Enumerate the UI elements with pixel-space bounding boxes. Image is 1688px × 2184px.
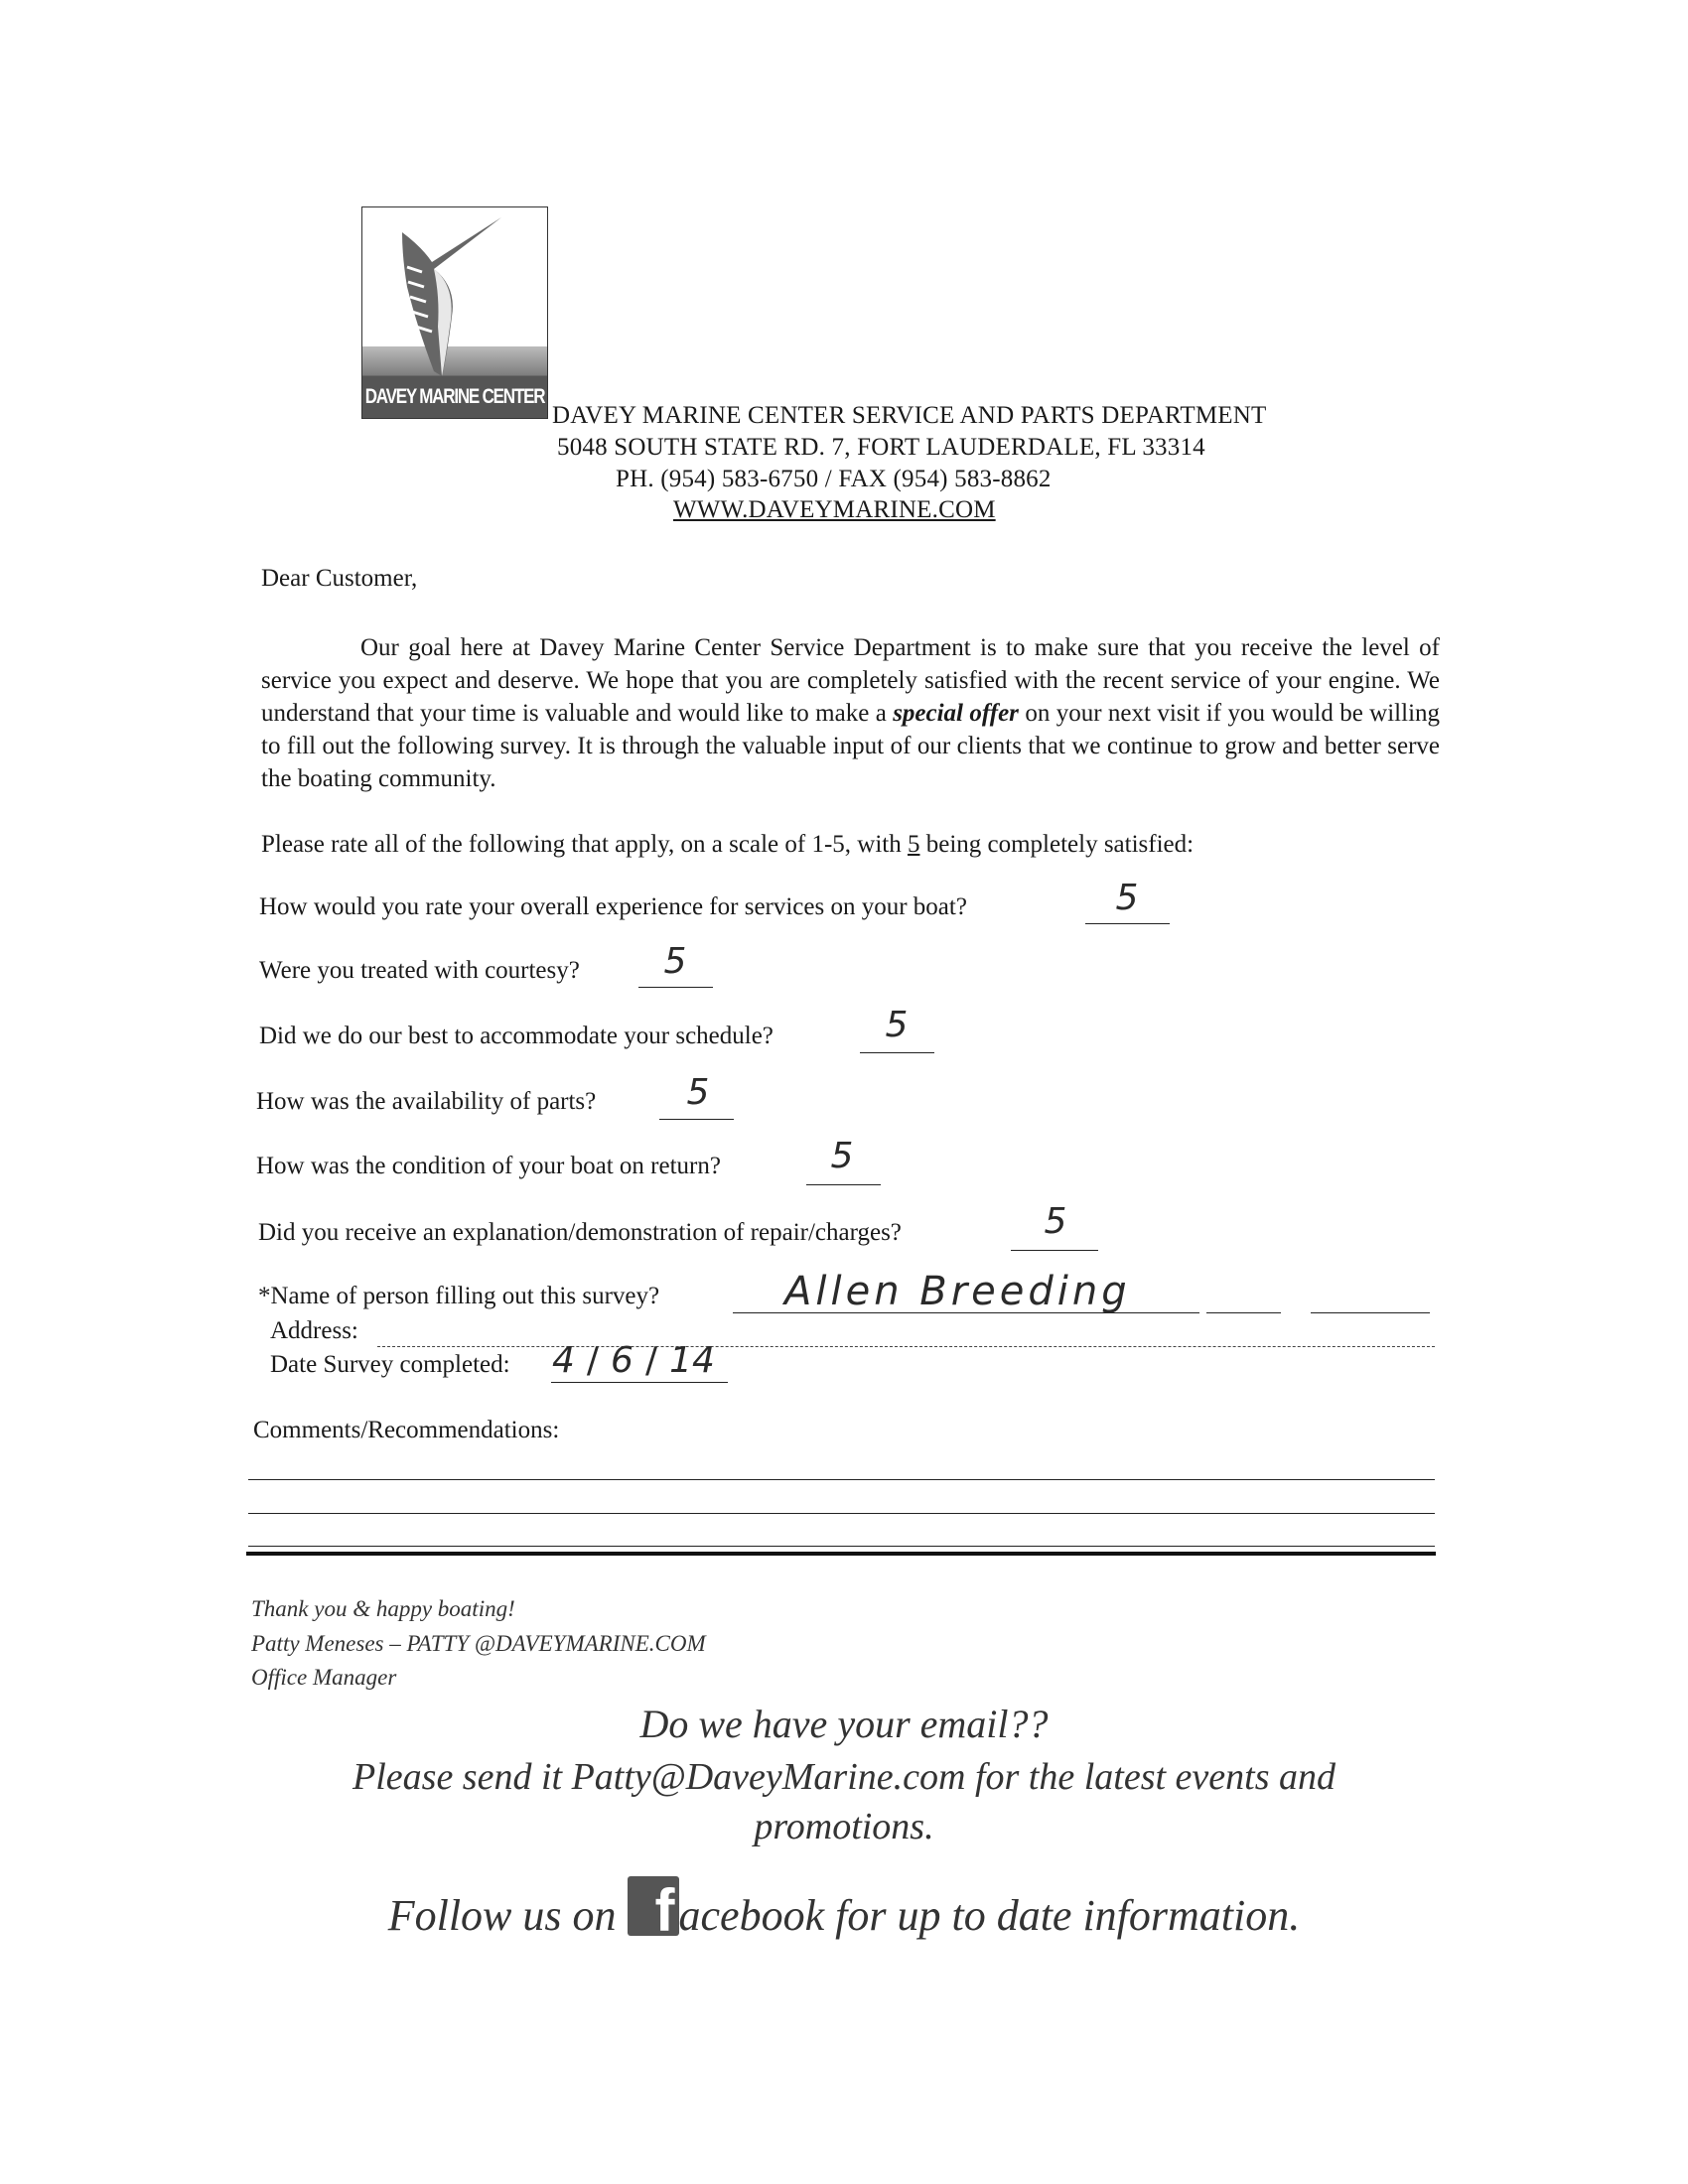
address-label: Address: bbox=[270, 1317, 358, 1344]
email-question: Do we have your email?? bbox=[639, 1702, 1049, 1746]
signer-title: Office Manager bbox=[251, 1665, 397, 1690]
email-request-line-2: promotions. bbox=[754, 1806, 934, 1847]
answer-overall: 5 bbox=[1115, 878, 1139, 918]
logo-text: DAVEY MARINE CENTER bbox=[362, 376, 547, 419]
answer-field-explanation[interactable] bbox=[1011, 1250, 1098, 1251]
paragraph-text-1: Our goal here at Davey Marine Center Service Department is to make sure that you receive the level of service you expect and deserve. We hope that you are completely satisfied with the recent service of your engine. We understand that your time is valuable and would like to make a bbox=[261, 634, 1440, 727]
comments-label: Comments/Recommendations: bbox=[253, 1417, 560, 1443]
answer-parts: 5 bbox=[686, 1072, 710, 1113]
date-month: 4 bbox=[552, 1340, 575, 1381]
address-line: 5048 SOUTH STATE RD. 7, FORT LAUDERDALE, FL 33314 bbox=[557, 434, 1205, 461]
answer-field-schedule[interactable] bbox=[860, 1052, 934, 1053]
name-field-extra bbox=[1206, 1312, 1281, 1313]
department-name: DAVEY MARINE CENTER SERVICE AND PARTS DEPARTMENT bbox=[552, 402, 1267, 429]
comment-line-3[interactable] bbox=[248, 1546, 1435, 1547]
rating-instruction bbox=[261, 828, 1194, 861]
name-value: Allen Breeding bbox=[784, 1269, 1131, 1314]
follow-text-end: for up to date information. bbox=[835, 1891, 1301, 1940]
question-parts: How was the availability of parts? bbox=[256, 1088, 597, 1115]
name-label: *Name of person filling out this survey? bbox=[258, 1283, 660, 1309]
date-field[interactable] bbox=[551, 1382, 728, 1383]
date-day: 6 bbox=[611, 1340, 633, 1381]
question-explanation: Did you receive an explanation/demonstration of repair/charges? bbox=[258, 1219, 902, 1246]
answer-field-parts[interactable] bbox=[659, 1119, 734, 1120]
section-divider bbox=[246, 1552, 1436, 1556]
answer-field-overall[interactable] bbox=[1085, 923, 1170, 924]
answer-schedule: 5 bbox=[885, 1005, 909, 1045]
signature-line: Patty Meneses – PATTY @DAVEYMARINE.COM bbox=[251, 1631, 706, 1656]
question-schedule: Did we do our best to accommodate your schedule? bbox=[259, 1023, 774, 1049]
special-offer-emphasis: special offer bbox=[893, 700, 1019, 727]
question-overall: How would you rate your overall experience for services on your boat? bbox=[259, 893, 967, 920]
phone-fax-line: PH. (954) 583-6750 / FAX (954) 583-8862 bbox=[616, 466, 1052, 492]
date-year: 14 bbox=[669, 1340, 715, 1381]
answer-explanation: 5 bbox=[1044, 1201, 1067, 1242]
website-link[interactable]: WWW.DAVEYMARINE.COM bbox=[673, 496, 996, 523]
answer-courtesy: 5 bbox=[663, 941, 687, 982]
salutation: Dear Customer, bbox=[261, 565, 418, 592]
facebook-icon[interactable]: f bbox=[628, 1876, 679, 1936]
answer-field-courtesy[interactable] bbox=[638, 987, 713, 988]
question-courtesy: Were you treated with courtesy? bbox=[259, 957, 580, 984]
email-request-line: Please send it Patty@DaveyMarine.com for the latest events and bbox=[352, 1756, 1336, 1798]
thanks-line: Thank you & happy boating! bbox=[251, 1596, 515, 1621]
instruction-text: Please rate all of the following that apply, on a scale of 1-5, with bbox=[261, 831, 902, 858]
follow-text: Follow us on bbox=[387, 1891, 617, 1940]
intro-paragraph bbox=[261, 631, 1440, 795]
answer-field-condition[interactable] bbox=[806, 1184, 881, 1185]
date-label: Date Survey completed: bbox=[270, 1351, 510, 1378]
name-field-extra-2 bbox=[1311, 1312, 1430, 1313]
address-field-redacted[interactable] bbox=[377, 1346, 1435, 1347]
date-value: 4 / 6 / 14 bbox=[552, 1340, 715, 1381]
facebook-follow bbox=[0, 1876, 1688, 1941]
comment-line-1[interactable] bbox=[248, 1479, 1435, 1480]
paragraph-text-2: on your next visit if you would be willing to fill out the following survey. It is through the valuable input of our clients that we continue to grow and better serve the boating community. bbox=[261, 700, 1441, 792]
instruction-text-end: being completely satisfied: bbox=[925, 831, 1195, 858]
facebook-brand-text: acebook bbox=[678, 1891, 825, 1940]
company-logo bbox=[361, 206, 548, 419]
answer-condition: 5 bbox=[830, 1136, 854, 1176]
question-condition: How was the condition of your boat on return? bbox=[256, 1153, 721, 1179]
instruction-scale-max: 5 bbox=[907, 831, 920, 858]
comment-line-2[interactable] bbox=[248, 1513, 1435, 1514]
